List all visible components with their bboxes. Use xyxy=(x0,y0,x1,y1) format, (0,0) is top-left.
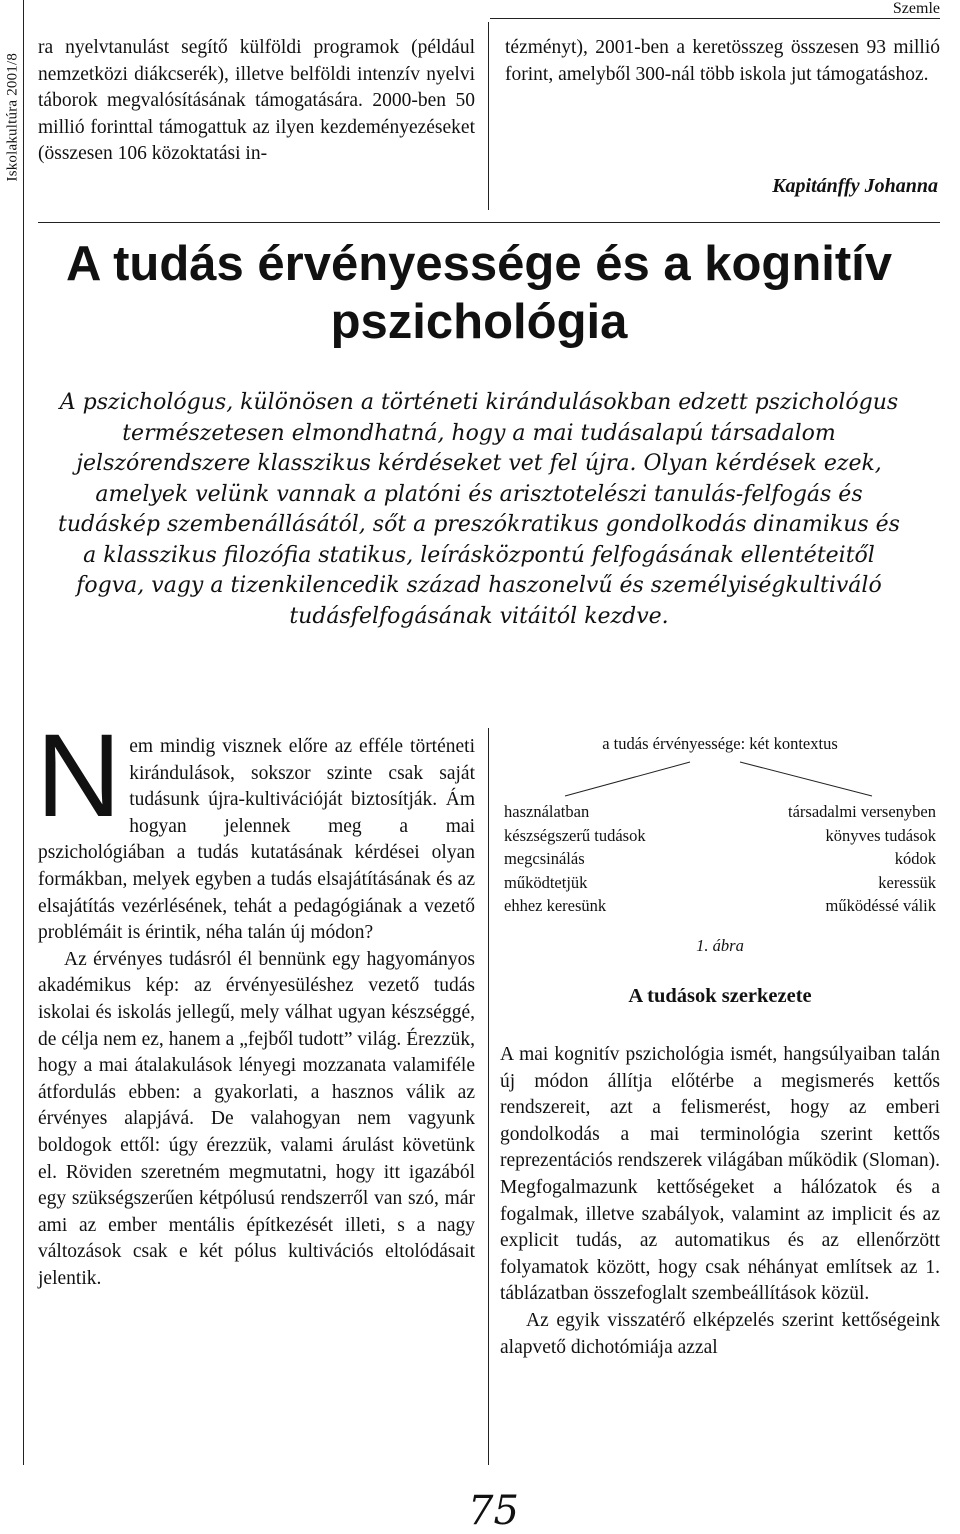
figure-left-item: használatban xyxy=(504,802,590,821)
figure-left-item: ehhez keresünk xyxy=(504,896,607,915)
figure-1 xyxy=(500,730,940,970)
previous-article-author: Kapitánffy Johanna xyxy=(772,175,938,197)
figure-caption: 1. ábra xyxy=(696,936,744,955)
figure-left-list xyxy=(504,800,646,918)
article-separator xyxy=(38,222,940,223)
figure-title: a tudás érvényessége: két kontextus xyxy=(602,734,838,753)
figure-right-item: társadalmi versenyben xyxy=(788,802,936,821)
body-paragraph xyxy=(36,710,475,947)
left-branch-line xyxy=(565,762,690,796)
article-abstract: A pszichológus, különösen a történeti kirándulásokban edzett pszichológus természetesen elmondhatná, hogy a mai tudásalapú társadalom jelszórendszere klasszikus kérdéseket vet fel újra. Olyan kérdések ezek, amelyek velünk vannak a platóni és arisztotelészi tanulás-felfogás és tudáskép szembenállásától, sőt a preszókratikus gondolkodás dinamikus és a klasszikus filozófia statikus, leírásközpontú felfogásának ellentéteitől fogva, vagy a tizenkilencedik század haszonelvű és személyiségkultiváló tudásfelfogásának vitáitól kezdve. xyxy=(58,390,900,629)
figure-left-item: megcsinálás xyxy=(504,849,585,868)
column-divider-top xyxy=(488,22,489,210)
figure-right-item: könyves tudások xyxy=(825,825,936,845)
figure-connector-lines xyxy=(500,730,940,800)
column-divider-bottom xyxy=(488,728,489,1465)
body-right-column xyxy=(500,1042,940,1361)
section-label: Szemle xyxy=(892,0,940,17)
right-branch-line xyxy=(740,762,872,796)
figure-right-item: kódok xyxy=(894,849,936,868)
figure-right-list xyxy=(788,800,936,918)
previous-article-right-column: tézményt), 2001-ben a keretösszeg összesen 93 millió forint, amelyből 300-nál több iskola jut támogatáshoz. xyxy=(505,37,940,85)
figure-heading: A tudások szerkezete xyxy=(628,985,812,1007)
sidebar xyxy=(0,0,24,1530)
article-title: A tudás érvényessége és a kognitív pszichológia xyxy=(65,237,893,349)
header-rule xyxy=(490,18,940,19)
figure-right-item: keressük xyxy=(878,872,936,892)
paragraph-text: em mindig visznek előre az efféle történeti kirándulások, sokszor szinte csak saját tudásunk újra-kultivációját biztosítják. Ám hogyan jelennek meg a mai pszichológiában a tudás kutatásának kérdései olyan formákban, melyek egyben a tudás elsajátításának és az elsajátítás vezérlésének, tehát a pedagógiának a vezető problémáit is érintik, néha talán új módon? xyxy=(38,736,475,944)
figure-left-item: készségszerű tudások xyxy=(504,825,646,845)
body-paragraph: Az érvényes tudásról él bennünk egy hagyományos akadémikus kép: az érvényesüléshez vezető tudás iskolai és iskolás jellegű, mely válhat ugyan készséggé, de célja nem ez, hanem a „fejből tudott” világ. Érezzük, hogy a mai átalakulások lényegi mozzanata valamiféle átfordulás ebben: a gyakorlati, a hasznos válik az érvényes alapjává. De valahogyan nem vagyunk boldogok ettől: úgy érezzük, valami árulást követünk el. Röviden szeretném megmutatni, hogy itt igazából egy szükségszerűen kétpólusú rendszerről van szó, már ami az ember mentális építkezését illeti, s a nagy változások csak e két pólus kultivációs eltolódásait jelentik. xyxy=(38,948,475,1289)
previous-article-left-column: ra nyelvtanulást segítő külföldi programok (például nemzetközi diákcserék), illetve belföldi intenzív nyelvi táborok megvalósításának támogatására. 2000-ben 50 millió forinttal támogattuk az ilyen kezdeményezéseket (összesen 106 közoktatási in- xyxy=(38,37,475,165)
sidebar-rule xyxy=(23,0,24,1465)
body-paragraph: A mai kognitív pszichológia ismét, hangsúlyaiban talán új módon állítja előtérbe a megismerés kettős rendszereit, azt a felismerést, hogy az emberi gondolkodás a mai terminológia szerint kettős reprezentációs rendszerek világában működik (Sloman). Megfogalmazunk kettőségeket a hálózatok és a fogalmak, illetve szabályok, valamint az implicit és az explicit tudás, az automatikus és az ellenőrzött folyamatok között, hogy csak néhányat említsek az 1. táblázatban összefoglalt szembeállítások közül. xyxy=(500,1044,940,1305)
figure-right-item: működéssé válik xyxy=(825,896,936,915)
body-paragraph: Az egyik visszatérő elképzelés szerint kettőségeink alapvető dichotómiája azzal xyxy=(500,1309,940,1358)
drop-cap: N xyxy=(36,710,122,842)
figure-left-item: működtetjük xyxy=(504,872,588,892)
journal-issue-label: Iskolakultúra 2001/8 xyxy=(4,52,21,182)
body-left-column xyxy=(36,710,475,1292)
page-number: 75 xyxy=(468,1488,519,1534)
